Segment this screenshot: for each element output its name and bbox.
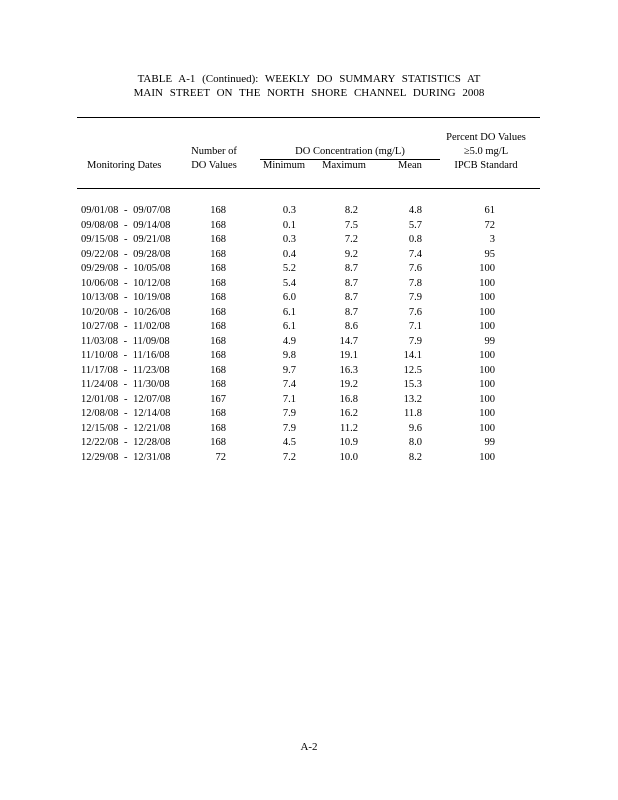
cell-percent-standard: 99 bbox=[484, 335, 495, 347]
cell-number-of-values: 168 bbox=[210, 292, 226, 303]
cell-number-of-values: 168 bbox=[210, 437, 226, 448]
table-row bbox=[0, 407, 618, 422]
cell-minimum: 6.0 bbox=[282, 292, 296, 303]
cell-monitoring-dates: 09/22/08 - 09/28/08 bbox=[81, 248, 171, 260]
cell-percent-standard: 100 bbox=[479, 364, 495, 376]
cell-number-of-values: 168 bbox=[210, 321, 226, 332]
table-body bbox=[0, 204, 618, 465]
header-number-of-line-2: DO Values bbox=[191, 160, 237, 171]
cell-mean: 7.9 bbox=[408, 335, 422, 347]
cell-percent-standard: 100 bbox=[479, 292, 495, 303]
cell-maximum: 8.7 bbox=[344, 263, 358, 274]
cell-minimum: 0.3 bbox=[282, 205, 296, 216]
table-row bbox=[0, 320, 618, 335]
cell-mean: 7.8 bbox=[408, 277, 422, 289]
cell-minimum: 6.1 bbox=[282, 321, 296, 332]
table-row bbox=[0, 451, 618, 466]
table-row bbox=[0, 291, 618, 306]
cell-percent-standard: 100 bbox=[479, 263, 495, 274]
cell-maximum: 16.2 bbox=[339, 408, 358, 419]
cell-maximum: 7.5 bbox=[344, 219, 358, 231]
cell-percent-standard: 100 bbox=[479, 422, 495, 434]
cell-minimum: 9.7 bbox=[282, 364, 296, 376]
cell-minimum: 9.8 bbox=[282, 350, 296, 361]
cell-number-of-values: 168 bbox=[210, 350, 226, 361]
cell-mean: 13.2 bbox=[403, 393, 422, 405]
cell-percent-standard: 100 bbox=[479, 350, 495, 361]
cell-maximum: 9.2 bbox=[344, 248, 358, 260]
table-row bbox=[0, 219, 618, 234]
cell-minimum: 0.1 bbox=[282, 219, 296, 231]
header-monitoring-dates: Monitoring Dates bbox=[87, 160, 162, 171]
cell-maximum: 19.1 bbox=[339, 350, 358, 361]
cell-monitoring-dates: 09/08/08 - 09/14/08 bbox=[81, 219, 171, 231]
cell-minimum: 7.2 bbox=[282, 451, 296, 463]
cell-mean: 0.8 bbox=[408, 234, 422, 245]
cell-mean: 8.0 bbox=[408, 437, 422, 448]
cell-maximum: 8.6 bbox=[344, 321, 358, 332]
cell-percent-standard: 100 bbox=[479, 379, 495, 390]
cell-mean: 12.5 bbox=[403, 364, 422, 376]
cell-number-of-values: 168 bbox=[210, 422, 226, 434]
table-row bbox=[0, 378, 618, 393]
cell-number-of-values: 72 bbox=[215, 451, 226, 463]
cell-monitoring-dates: 10/13/08 - 10/19/08 bbox=[81, 292, 171, 303]
cell-mean: 7.1 bbox=[408, 321, 422, 332]
header-maximum: Maximum bbox=[322, 160, 366, 171]
cell-minimum: 4.9 bbox=[282, 335, 296, 347]
cell-percent-standard: 72 bbox=[484, 219, 495, 231]
table-row bbox=[0, 204, 618, 219]
cell-percent-standard: 3 bbox=[489, 234, 495, 245]
cell-percent-standard: 100 bbox=[479, 451, 495, 463]
table-row bbox=[0, 349, 618, 364]
cell-percent-standard: 100 bbox=[479, 321, 495, 332]
table-title-line-1: TABLE A-1 (Continued): WEEKLY DO SUMMARY STATISTICS AT bbox=[137, 73, 481, 85]
cell-monitoring-dates: 12/01/08 - 12/07/08 bbox=[81, 393, 171, 405]
cell-percent-standard: 99 bbox=[484, 437, 495, 448]
cell-minimum: 0.3 bbox=[282, 234, 296, 245]
cell-mean: 7.4 bbox=[408, 248, 422, 260]
header-number-of-line-1: Number of bbox=[191, 146, 237, 157]
header-percent-line-2: ≥5.0 mg/L bbox=[463, 146, 509, 157]
header-do-concentration: DO Concentration (mg/L) bbox=[295, 146, 405, 157]
header-minimum: Minimum bbox=[262, 160, 305, 171]
cell-percent-standard: 100 bbox=[479, 393, 495, 405]
cell-monitoring-dates: 12/08/08 - 12/14/08 bbox=[81, 408, 171, 419]
table-row bbox=[0, 393, 618, 408]
cell-maximum: 10.9 bbox=[339, 437, 358, 448]
cell-maximum: 16.3 bbox=[339, 364, 358, 376]
table-row bbox=[0, 277, 618, 292]
cell-maximum: 19.2 bbox=[339, 379, 358, 390]
header-percent-line-3: IPCB Standard bbox=[454, 160, 518, 171]
cell-minimum: 0.4 bbox=[282, 248, 296, 260]
cell-mean: 9.6 bbox=[408, 422, 422, 434]
cell-number-of-values: 168 bbox=[210, 379, 226, 390]
table-row bbox=[0, 364, 618, 379]
cell-number-of-values: 168 bbox=[210, 364, 226, 376]
table-row bbox=[0, 335, 618, 350]
cell-number-of-values: 168 bbox=[210, 234, 226, 245]
cell-mean: 8.2 bbox=[408, 451, 422, 463]
table-row bbox=[0, 436, 618, 451]
cell-monitoring-dates: 11/10/08 - 11/16/08 bbox=[81, 350, 170, 361]
cell-monitoring-dates: 09/29/08 - 10/05/08 bbox=[81, 263, 171, 274]
cell-minimum: 5.2 bbox=[282, 263, 296, 274]
cell-mean: 15.3 bbox=[403, 379, 422, 390]
cell-minimum: 7.9 bbox=[282, 422, 296, 434]
table-row bbox=[0, 262, 618, 277]
cell-mean: 4.8 bbox=[408, 205, 422, 216]
cell-mean: 7.6 bbox=[408, 263, 422, 274]
cell-minimum: 7.4 bbox=[282, 379, 296, 390]
cell-mean: 7.9 bbox=[408, 292, 422, 303]
header-top-rule bbox=[77, 117, 540, 118]
page-number: A-2 bbox=[300, 741, 318, 753]
cell-maximum: 8.2 bbox=[344, 205, 358, 216]
cell-number-of-values: 167 bbox=[210, 393, 226, 405]
header-bottom-rule bbox=[77, 188, 540, 189]
cell-percent-standard: 95 bbox=[484, 248, 495, 260]
cell-maximum: 16.8 bbox=[339, 393, 358, 405]
table-row bbox=[0, 248, 618, 263]
cell-percent-standard: 100 bbox=[479, 306, 495, 318]
cell-monitoring-dates: 10/06/08 - 10/12/08 bbox=[81, 277, 171, 289]
cell-monitoring-dates: 11/24/08 - 11/30/08 bbox=[81, 379, 170, 390]
cell-monitoring-dates: 10/20/08 - 10/26/08 bbox=[81, 306, 171, 318]
table-title bbox=[0, 72, 618, 100]
cell-mean: 11.8 bbox=[404, 408, 422, 419]
cell-mean: 7.6 bbox=[408, 306, 422, 318]
cell-maximum: 14.7 bbox=[339, 335, 358, 347]
cell-maximum: 8.7 bbox=[344, 277, 358, 289]
cell-monitoring-dates: 10/27/08 - 11/02/08 bbox=[81, 321, 171, 332]
table-row bbox=[0, 306, 618, 321]
cell-number-of-values: 168 bbox=[210, 408, 226, 419]
cell-maximum: 8.7 bbox=[344, 306, 358, 318]
table-title-line-2: MAIN STREET ON THE NORTH SHORE CHANNEL DURING 2008 bbox=[133, 87, 485, 99]
cell-monitoring-dates: 11/03/08 - 11/09/08 bbox=[81, 335, 170, 347]
cell-percent-standard: 100 bbox=[479, 408, 495, 419]
cell-mean: 5.7 bbox=[408, 219, 422, 231]
table-row bbox=[0, 422, 618, 437]
cell-monitoring-dates: 09/01/08 - 09/07/08 bbox=[81, 205, 171, 216]
cell-monitoring-dates: 09/15/08 - 09/21/08 bbox=[81, 234, 171, 245]
cell-minimum: 7.1 bbox=[282, 393, 296, 405]
cell-minimum: 7.9 bbox=[282, 408, 296, 419]
cell-monitoring-dates: 12/15/08 - 12/21/08 bbox=[81, 422, 171, 434]
table-row bbox=[0, 233, 618, 248]
cell-percent-standard: 61 bbox=[484, 205, 495, 216]
cell-monitoring-dates: 12/29/08 - 12/31/08 bbox=[81, 451, 171, 463]
cell-minimum: 5.4 bbox=[282, 277, 296, 289]
cell-number-of-values: 168 bbox=[210, 277, 226, 289]
cell-monitoring-dates: 11/17/08 - 11/23/08 bbox=[81, 364, 170, 376]
cell-number-of-values: 168 bbox=[210, 306, 226, 318]
cell-maximum: 8.7 bbox=[344, 292, 358, 303]
cell-percent-standard: 100 bbox=[479, 277, 495, 289]
cell-minimum: 6.1 bbox=[282, 306, 296, 318]
cell-number-of-values: 168 bbox=[210, 205, 226, 216]
cell-maximum: 11.2 bbox=[340, 422, 358, 434]
cell-number-of-values: 168 bbox=[210, 219, 226, 231]
cell-number-of-values: 168 bbox=[210, 335, 226, 347]
cell-minimum: 4.5 bbox=[282, 437, 296, 448]
cell-mean: 14.1 bbox=[403, 350, 422, 361]
cell-monitoring-dates: 12/22/08 - 12/28/08 bbox=[81, 437, 171, 448]
cell-number-of-values: 168 bbox=[210, 248, 226, 260]
cell-maximum: 7.2 bbox=[344, 234, 358, 245]
header-mean: Mean bbox=[398, 160, 422, 171]
header-percent-line-1: Percent DO Values bbox=[446, 132, 526, 143]
cell-maximum: 10.0 bbox=[339, 451, 358, 463]
cell-number-of-values: 168 bbox=[210, 263, 226, 274]
